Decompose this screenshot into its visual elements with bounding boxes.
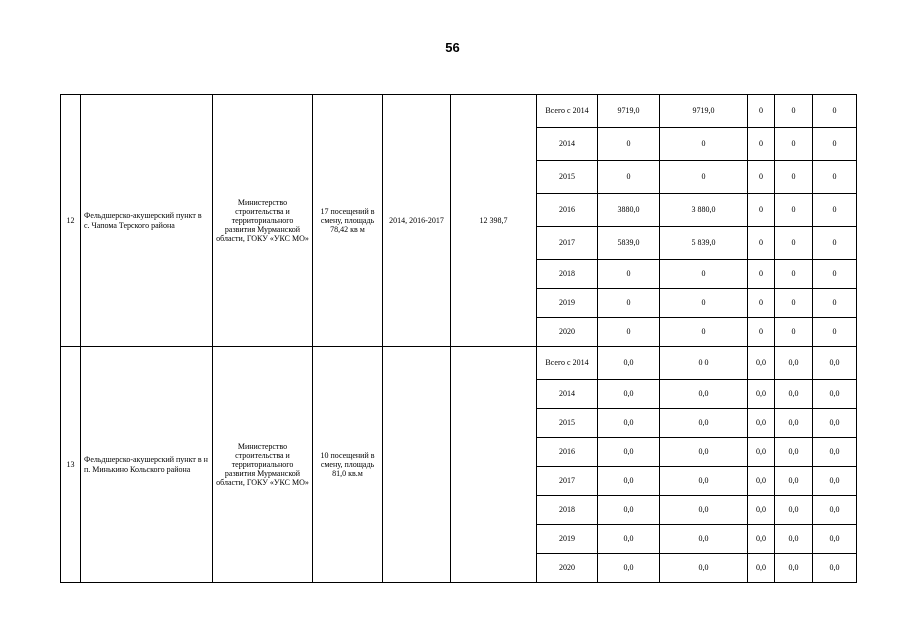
value-cell: 0,0 (775, 347, 813, 380)
value-cell: 0,0 (660, 409, 748, 438)
customer: Министерство строительства и территориального развития Мурманской области, ГОКУ «УКС МО» (213, 347, 313, 583)
value-cell: 0,0 (598, 525, 660, 554)
value-cell: 0,0 (598, 409, 660, 438)
page-number: 56 (445, 40, 460, 55)
value-cell: 0,0 (748, 554, 775, 583)
value-cell: 0 (748, 227, 775, 260)
value-cell: 0,0 (598, 467, 660, 496)
year-label: Всего с 2014 (537, 95, 598, 128)
value-cell: 0 (748, 161, 775, 194)
value-cell: 3880,0 (598, 194, 660, 227)
value-cell: 0 (598, 161, 660, 194)
year-label: 2016 (537, 194, 598, 227)
year-label: 2017 (537, 227, 598, 260)
capacity: 10 посещений в смену, площадь 81,0 кв.м (313, 347, 383, 583)
customer: Министерство строительства и территориального развития Мурманской области, ГОКУ «УКС МО» (213, 95, 313, 347)
year-label: Всего с 2014 (537, 347, 598, 380)
row-number: 12 (61, 95, 81, 347)
table-row (61, 95, 857, 128)
year-label: 2019 (537, 289, 598, 318)
value-cell: 0 (748, 289, 775, 318)
value-cell: 0,0 (775, 438, 813, 467)
year-label: 2018 (537, 496, 598, 525)
value-cell: 0 (748, 260, 775, 289)
value-cell: 0,0 (813, 380, 857, 409)
value-cell: 0 (813, 227, 857, 260)
value-cell: 0 (660, 161, 748, 194)
value-cell: 0,0 (660, 525, 748, 554)
estimated-cost (451, 347, 537, 583)
value-cell: 0 (775, 194, 813, 227)
year-label: 2015 (537, 409, 598, 438)
value-cell: 0,0 (813, 525, 857, 554)
value-cell: 0 (748, 318, 775, 347)
value-cell: 0,0 (748, 525, 775, 554)
year-label: 2020 (537, 318, 598, 347)
value-cell: 0,0 (660, 554, 748, 583)
value-cell: 0,0 (748, 438, 775, 467)
value-cell: 0,0 (813, 347, 857, 380)
value-cell: 0 (598, 128, 660, 161)
value-cell: 0 (813, 95, 857, 128)
value-cell: 0 (813, 128, 857, 161)
table-row (61, 347, 857, 380)
value-cell: 0,0 (660, 496, 748, 525)
value-cell: 0 (813, 161, 857, 194)
value-cell: 0 (813, 194, 857, 227)
value-cell: 5839,0 (598, 227, 660, 260)
value-cell: 0,0 (660, 467, 748, 496)
value-cell: 0,0 (660, 380, 748, 409)
value-cell: 0 (598, 260, 660, 289)
value-cell: 0 (775, 260, 813, 289)
project-name: Фельдшерско-акушерский пункт в н п. Минькино Кольского района (81, 347, 213, 583)
value-cell: 0 (813, 289, 857, 318)
value-cell: 0 (748, 194, 775, 227)
year-label: 2015 (537, 161, 598, 194)
document-table-container (60, 94, 857, 583)
value-cell: 0,0 (813, 554, 857, 583)
year-label: 2014 (537, 128, 598, 161)
value-cell: 0 (660, 260, 748, 289)
year-label: 2018 (537, 260, 598, 289)
value-cell: 0,0 (813, 496, 857, 525)
value-cell: 0,0 (598, 554, 660, 583)
value-cell: 0,0 (660, 438, 748, 467)
value-cell: 0 (775, 161, 813, 194)
project-group-13 (61, 347, 857, 583)
value-cell: 0 (775, 289, 813, 318)
value-cell: 3 880,0 (660, 194, 748, 227)
value-cell: 0,0 (748, 380, 775, 409)
value-cell: 0,0 (813, 409, 857, 438)
project-name: Фельдшерско-акушерский пункт в с. Чапома Терского района (81, 95, 213, 347)
capacity: 17 посещений в смену, площадь 78,42 кв м (313, 95, 383, 347)
value-cell: 0 (775, 128, 813, 161)
value-cell: 0 (598, 318, 660, 347)
value-cell: 0,0 (775, 467, 813, 496)
value-cell: 0 (813, 318, 857, 347)
year-label: 2019 (537, 525, 598, 554)
value-cell: 0 (775, 227, 813, 260)
value-cell: 0,0 (748, 409, 775, 438)
value-cell: 5 839,0 (660, 227, 748, 260)
estimated-cost: 12 398,7 (451, 95, 537, 347)
value-cell: 0,0 (598, 347, 660, 380)
value-cell: 0 (660, 289, 748, 318)
value-cell: 0 (660, 128, 748, 161)
value-cell: 0,0 (748, 496, 775, 525)
value-cell: 0,0 (775, 525, 813, 554)
period (383, 347, 451, 583)
row-number: 13 (61, 347, 81, 583)
value-cell: 0 (775, 95, 813, 128)
value-cell: 0,0 (598, 438, 660, 467)
period: 2014, 2016-2017 (383, 95, 451, 347)
value-cell: 0,0 (775, 496, 813, 525)
value-cell: 0,0 (813, 467, 857, 496)
value-cell: 0 (748, 128, 775, 161)
value-cell: 0,0 (598, 380, 660, 409)
value-cell: 0 (775, 318, 813, 347)
year-label: 2016 (537, 438, 598, 467)
value-cell: 0 (598, 289, 660, 318)
value-cell: 9719,0 (660, 95, 748, 128)
value-cell: 0,0 (775, 380, 813, 409)
value-cell: 0,0 (813, 438, 857, 467)
value-cell: 0,0 (775, 409, 813, 438)
year-label: 2014 (537, 380, 598, 409)
investment-table (60, 94, 857, 583)
value-cell: 0 (748, 95, 775, 128)
value-cell: 0,0 (775, 554, 813, 583)
year-label: 2020 (537, 554, 598, 583)
value-cell: 0,0 (748, 347, 775, 380)
value-cell: 9719,0 (598, 95, 660, 128)
value-cell: 0 (660, 318, 748, 347)
value-cell: 0 (813, 260, 857, 289)
value-cell: 0 0 (660, 347, 748, 380)
project-group-12 (61, 95, 857, 347)
year-label: 2017 (537, 467, 598, 496)
value-cell: 0,0 (598, 496, 660, 525)
value-cell: 0,0 (748, 467, 775, 496)
